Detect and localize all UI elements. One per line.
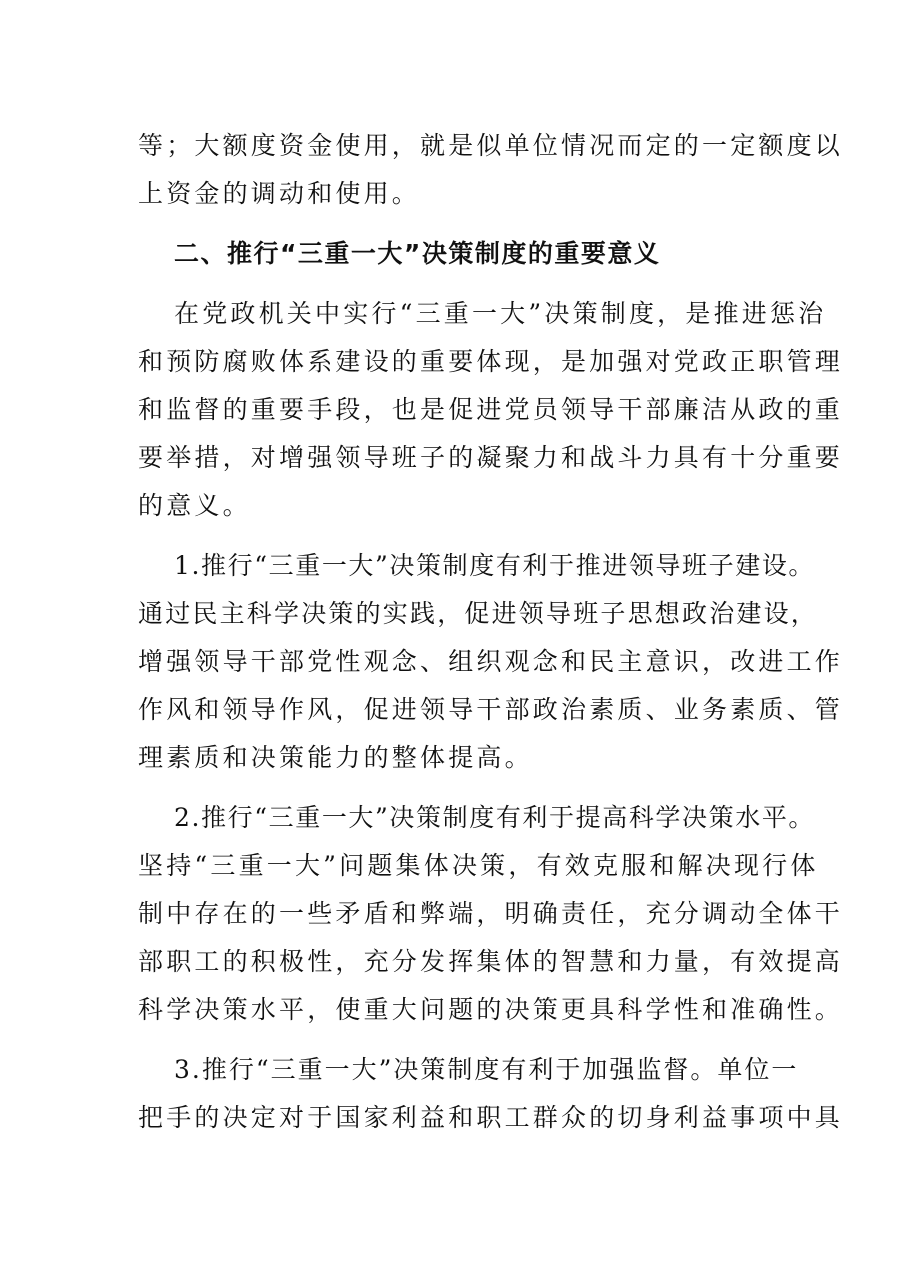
paragraph-line: 3.推行“三重一大”决策制度有利于加强监督。单位一 (174, 1055, 799, 1084)
paragraph-line: 要举措，对增强领导班子的凝聚力和战斗力具有十分重要 (138, 443, 844, 472)
paragraph-line: 上资金的调动和使用。 (138, 179, 421, 208)
paragraph-line: 在党政机关中实行“三重一大”决策制度，是推进惩治 (174, 299, 827, 328)
paragraph-line: 的意义。 (138, 491, 251, 520)
paragraph-line: 制中存在的一些矛盾和弊端，明确责任，充分调动全体干 (138, 899, 844, 928)
paragraph-line: 部职工的积极性，充分发挥集体的智慧和力量，有效提高 (138, 947, 844, 976)
paragraph-line: 和监督的重要手段，也是促进党员领导干部廉洁从政的重 (138, 395, 844, 424)
paragraph-line: 作风和领导作风，促进领导干部政治素质、业务素质、管 (138, 695, 844, 724)
section-heading: 二、推行“三重一大”决策制度的重要意义 (174, 239, 661, 268)
paragraph-line: 坚持“三重一大”问题集体决策，有效克服和解决现行体 (138, 851, 819, 880)
paragraph-line: 增强领导干部党性观念、组织观念和民主意识，改进工作 (138, 647, 844, 676)
paragraph-line: 把手的决定对于国家利益和职工群众的切身利益事项中具 (138, 1103, 844, 1132)
paragraph-line: 和预防腐败体系建设的重要体现，是加强对党政正职管理 (138, 347, 844, 376)
paragraph-line: 科学决策水平，使重大问题的决策更具科学性和准确性。 (138, 995, 844, 1024)
paragraph-line: 通过民主科学决策的实践，促进领导班子思想政治建设， (138, 599, 819, 628)
paragraph-line: 等；大额度资金使用，就是似单位情况而定的一定额度以 (138, 131, 844, 160)
paragraph-line: 2.推行“三重一大”决策制度有利于提高科学决策水平。 (174, 803, 816, 832)
paragraph-line: 1.推行“三重一大”决策制度有利于推进领导班子建设。 (174, 551, 816, 580)
paragraph-line: 理素质和决策能力的整体提高。 (138, 743, 533, 772)
